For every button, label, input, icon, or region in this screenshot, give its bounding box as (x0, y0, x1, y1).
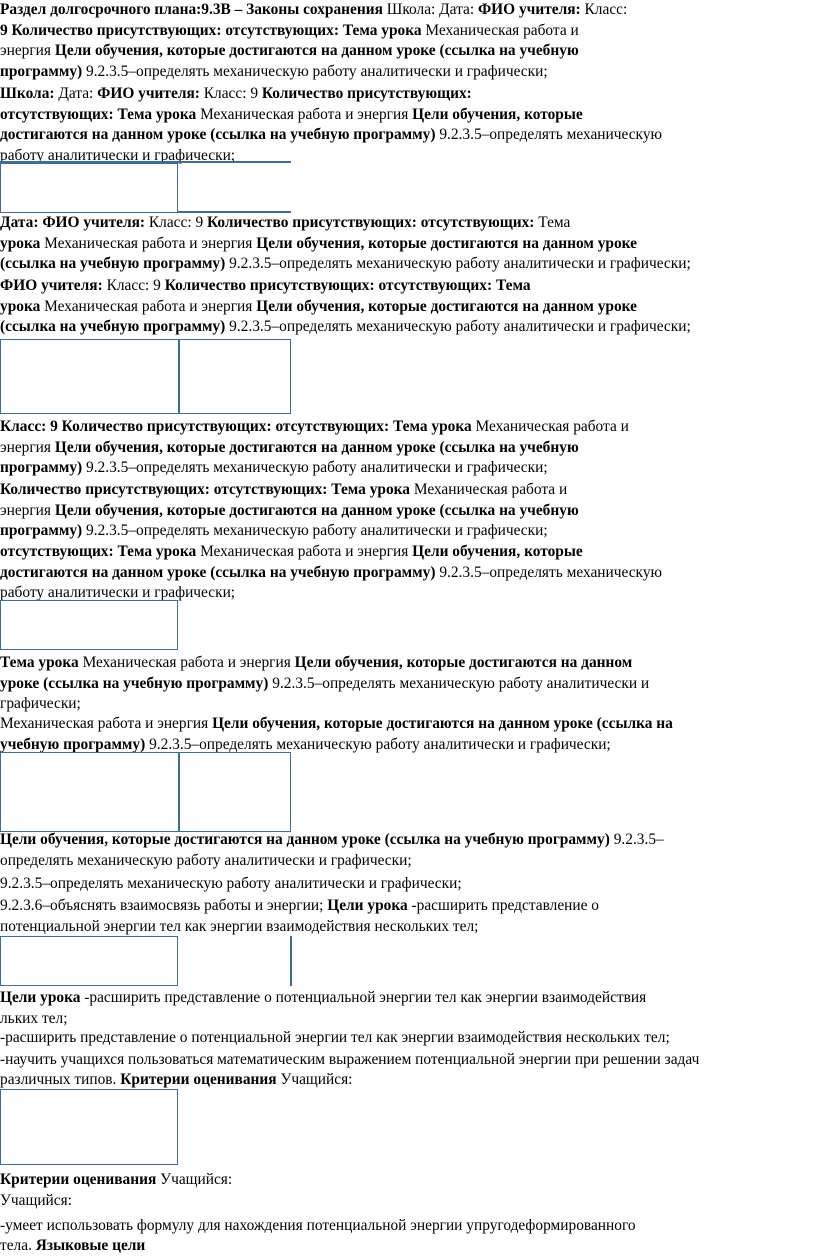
text-line (0, 213, 816, 234)
bold-text: Количество присутствующих: (0, 481, 214, 498)
paragraph (0, 830, 816, 870)
bold-text: программу) (0, 522, 82, 539)
bold-text: Цели обучения, которые достигаются на данном уроке (256, 298, 637, 315)
text: 9.2.3.5–определять механическую (435, 126, 662, 143)
bold-text: программу) (0, 459, 82, 476)
text-line (0, 458, 816, 479)
bold-text: Цели обучения, которые (412, 106, 583, 123)
frame-box (0, 752, 291, 832)
bold-text: отсутствующих: (214, 481, 328, 498)
bold-text: Класс: 9 (0, 418, 58, 435)
text: Класс: 9 (149, 214, 203, 231)
text: Учащийся: (277, 1071, 353, 1088)
bold-text: ФИО учителя: (38, 214, 145, 231)
paragraph (0, 84, 816, 165)
text: -расширить представление о (408, 897, 599, 914)
text-line (0, 1050, 816, 1070)
paragraph (0, 1028, 816, 1048)
text-line (0, 276, 816, 297)
paragraph (0, 874, 816, 894)
text: Учащийся: (0, 1192, 72, 1209)
text-line (0, 563, 816, 584)
bold-text: отсутствующих: (0, 543, 114, 560)
text-line (0, 521, 816, 542)
text: 9.2.3.5–определять механическую (435, 564, 662, 581)
text-line (0, 1236, 816, 1256)
bold-text: ФИО учителя: (474, 1, 581, 18)
bold-text: Цели урока (327, 897, 407, 914)
text: 9.2.3.6–объяснять взаимосвязь работы и энергии; (0, 897, 323, 914)
text: 9.2.3.5–определять механическую работу аналитически и (268, 675, 649, 692)
text-line (0, 254, 816, 275)
bold-text: ФИО учителя: (93, 85, 200, 102)
bold-text: Тема урока (331, 481, 410, 498)
bold-text: отсутствующих: (378, 277, 492, 294)
text: различных типов. (0, 1071, 116, 1088)
text-line (0, 125, 816, 146)
text: энергия (0, 439, 51, 456)
bold-text: Цели обучения, которые достигаются на данном уроке (ссылка на учебную (55, 42, 579, 59)
bold-text: отсутствующих: (421, 214, 535, 231)
text-line (0, 694, 816, 714)
bold-text: Критерии оценивания (0, 1171, 156, 1188)
paragraph (0, 896, 816, 936)
text-line (0, 653, 816, 674)
text-line (0, 234, 816, 255)
text-line (0, 1070, 816, 1091)
text-line (0, 1216, 816, 1236)
text-line (0, 105, 816, 126)
bold-text: Количество присутствующих: (161, 277, 379, 294)
paragraph (0, 542, 816, 603)
text: Механическая работа и энергия (40, 298, 252, 315)
paragraph (0, 213, 816, 275)
text: 9.2.3.5–определять механическую работу аналитически и графически; (82, 63, 547, 80)
bold-text: Тема урока (0, 654, 79, 671)
text: 9.2.3.5–определять механическую работу аналитически и графически; (82, 459, 547, 476)
text-line (0, 714, 816, 735)
paragraph (0, 988, 816, 1028)
bold-text: Цели урока (0, 989, 80, 1006)
text-line (0, 1170, 816, 1191)
text: Механическая работа и энергия (196, 543, 408, 560)
bold-text: отсутствующих: (225, 22, 339, 39)
bold-text: отсутствующих: (0, 106, 114, 123)
frame-box (0, 600, 178, 650)
text: работу аналитически и графически; (0, 147, 235, 164)
paragraph (0, 276, 816, 338)
paragraph (0, 1050, 816, 1090)
bold-text: достигаются на данном уроке (ссылка на учебную программу) (0, 564, 435, 581)
bold-text: Цели обучения, которые достигаются на данном (295, 654, 633, 671)
text-line (0, 1191, 816, 1211)
frame-box (0, 339, 291, 414)
text: Дата: (439, 1, 474, 18)
text: Механическая работа и энергия (196, 106, 408, 123)
bold-text: Цели обучения, которые достигаются на данном уроке (ссылка на учебную (55, 439, 579, 456)
text: 9.2.3.5–определять механическую работу аналитически и графически; (225, 255, 690, 272)
bold-text: Школа: (0, 85, 58, 102)
text: Дата: (58, 85, 93, 102)
bold-text: Тема урока (118, 543, 197, 560)
text: 9.2.3.5–определять механическую работу аналитически и графически; (145, 736, 610, 753)
text: Класс: 9 (204, 85, 258, 102)
text-line (0, 84, 816, 105)
bold-text: отсутствующих: (275, 418, 389, 435)
bold-text: Цели обучения, которые достигаются на данном уроке (ссылка на учебную программу) (0, 831, 610, 848)
text: работу аналитически и графически; (0, 584, 235, 601)
bold-text: Раздел долгосрочного плана:9.3В – Законы сохранения (0, 1, 383, 18)
paragraph (0, 714, 816, 755)
bold-text: урока (0, 298, 40, 315)
text-line (0, 41, 816, 62)
bold-text: урока (0, 235, 40, 252)
text: Школа: (383, 1, 439, 18)
bold-text: Цели обучения, которые (412, 543, 583, 560)
bold-text: программу) (0, 63, 82, 80)
text-line (0, 988, 816, 1009)
paragraph (0, 417, 816, 479)
text: 9.2.3.5–определять механическую работу аналитически и графически; (82, 522, 547, 539)
text-line (0, 896, 816, 917)
frame-box (0, 1089, 178, 1165)
text: -расширить представление о потенциальной энергии тел как энергии взаимодействия нескольких тел; (0, 1029, 670, 1046)
frame-vertical-line (178, 339, 180, 414)
text: 9.2.3.5–определять механическую работу аналитически и графически; (0, 875, 462, 892)
text: 9.2.3.5– (610, 831, 664, 848)
bold-text: Цели обучения, которые достигаются на данном уроке (ссылка на учебную (55, 502, 579, 519)
bold-text: Тема урока (393, 418, 472, 435)
text: Учащийся: (156, 1171, 232, 1188)
text-line (0, 21, 816, 42)
bold-text: Количество присутствующих: (258, 85, 472, 102)
bold-text: Тема (496, 277, 531, 294)
bold-text: Дата: (0, 214, 38, 231)
text-line (0, 0, 816, 21)
text-line (0, 1028, 816, 1048)
paragraph (0, 653, 816, 714)
bold-text: 9 (0, 22, 8, 39)
bold-text: Цели обучения, которые достигаются на данном уроке (ссылка на (212, 715, 673, 732)
text: -расширить представление о потенциальной энергии тел как энергии взаимодействия (80, 989, 646, 1006)
text-line (0, 501, 816, 522)
text-line (0, 851, 816, 871)
bold-text: Тема урока (118, 106, 197, 123)
bold-text: ФИО учителя: (0, 277, 103, 294)
bold-text: (ссылка на учебную программу) (0, 255, 225, 272)
text: Класс: 9 (107, 277, 161, 294)
paragraph (0, 1170, 816, 1191)
text: 9.2.3.5–определять механическую работу аналитически и графически; (225, 318, 690, 335)
text: льких тел; (0, 1010, 67, 1027)
text: энергия (0, 502, 51, 519)
text: Механическая работа и (472, 418, 629, 435)
text: -научить учащихся пользоваться математическим выражением потенциальной энергии при решении задач (0, 1051, 699, 1068)
text: Механическая работа и энергия (79, 654, 291, 671)
frame-box (0, 936, 178, 986)
bold-text: Количество присутствующих: (203, 214, 421, 231)
text-line (0, 917, 816, 937)
text-line (0, 417, 816, 438)
text: Тема (538, 214, 570, 231)
text-line (0, 542, 816, 563)
text: потенциальной энергии тел как энергии взаимодействия нескольких тел; (0, 918, 478, 935)
text-line (0, 297, 816, 318)
bold-text: достигаются на данном уроке (ссылка на учебную программу) (0, 126, 435, 143)
bold-text: учебную программу) (0, 736, 145, 753)
frame-vertical-line (178, 752, 180, 832)
text: -умеет использовать формулу для нахождения потенциальной энергии упругодеформированного (0, 1217, 636, 1234)
bold-text: Критерии оценивания (120, 1071, 276, 1088)
text: определять механическую работу аналитически и графически; (0, 852, 412, 869)
text: Класс: (585, 1, 628, 18)
text: тела. (0, 1237, 32, 1254)
bold-text: Тема урока (343, 22, 422, 39)
text-line (0, 874, 816, 894)
bold-text: Языковые цели (36, 1237, 146, 1254)
text: графически; (0, 695, 81, 712)
text: Механическая работа и (410, 481, 567, 498)
frame-vertical-line (290, 936, 292, 986)
paragraph (0, 1191, 816, 1211)
text-line (0, 830, 816, 851)
text-line (0, 62, 816, 83)
bold-text: уроке (ссылка на учебную программу) (0, 675, 268, 692)
text-line (0, 317, 816, 338)
bold-text: Количество присутствующих: (8, 22, 226, 39)
text-line (0, 480, 816, 501)
paragraph (0, 480, 816, 542)
frame-bottom-line (178, 211, 291, 213)
text: Механическая работа и энергия (40, 235, 252, 252)
paragraph (0, 1216, 816, 1256)
bold-text: Количество присутствующих: (58, 418, 276, 435)
text-line (0, 438, 816, 459)
text-line (0, 674, 816, 695)
frame-box (0, 163, 178, 213)
bold-text: (ссылка на учебную программу) (0, 318, 225, 335)
text: Механическая работа и энергия (0, 715, 208, 732)
paragraph (0, 0, 816, 82)
bold-text: Цели обучения, которые достигаются на данном уроке (256, 235, 637, 252)
text: Механическая работа и (422, 22, 579, 39)
text: энергия (0, 42, 51, 59)
text-line (0, 1009, 816, 1029)
